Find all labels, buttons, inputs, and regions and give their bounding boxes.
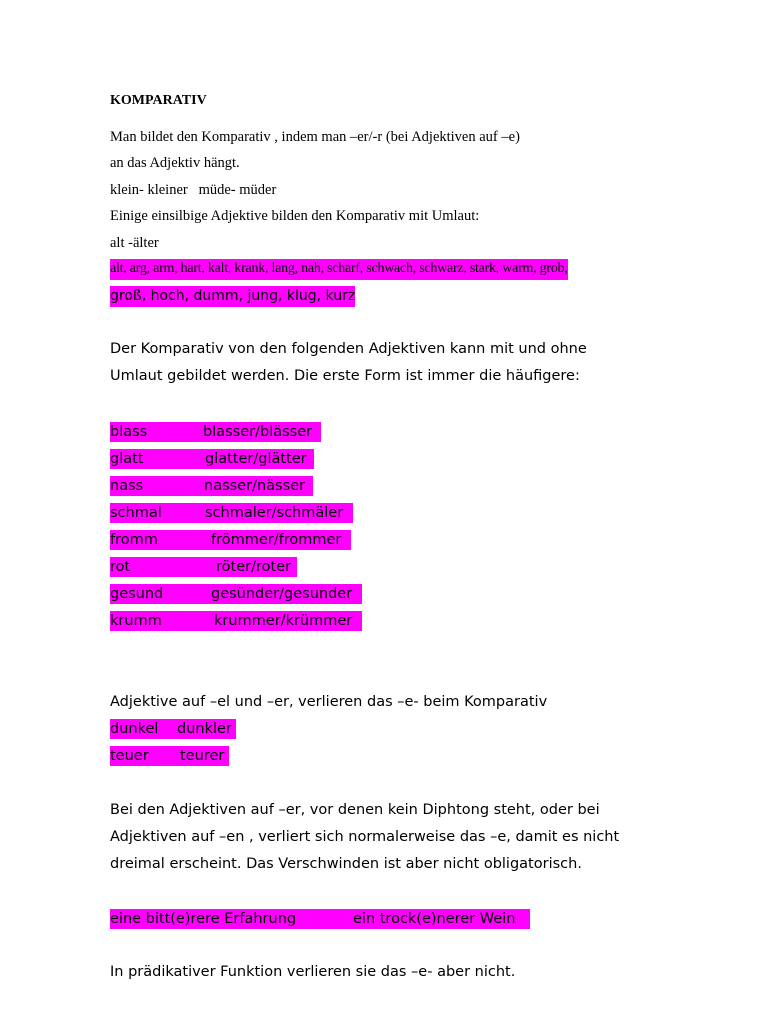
section-diphtong-line-1: Bei den Adjektiven auf –er, vor denen kein Diphtong steht, oder bei — [110, 802, 600, 818]
pair-base: fromm — [110, 532, 158, 548]
pair-forms: frömmer/frommer — [211, 532, 342, 548]
pair-forms: nasser/nässer — [204, 478, 306, 494]
closing-line: In prädikativer Funktion verlieren sie das –e- aber nicht. — [110, 964, 516, 980]
example-b: ein trock(e)nerer Wein — [353, 911, 516, 927]
pair-base: schmal — [110, 505, 162, 521]
pair-forms: krummer/krümmer — [214, 613, 353, 629]
intro-line-1: Man bildet den Komparativ , indem man –er/-r (bei Adjektiven auf –e) — [110, 129, 520, 145]
intro-example-alt: alt -älter — [110, 235, 159, 251]
pair-base: glatt — [110, 451, 144, 467]
pair-base: krumm — [110, 613, 162, 629]
pair-forms: glatter/glätter — [205, 451, 307, 467]
section-el-er-line: Adjektive auf –el und –er, verlieren das –e- beim Komparativ — [110, 694, 548, 710]
pair-forms: teurer — [180, 748, 225, 764]
pair-forms: röter/roter — [216, 559, 292, 575]
pair-forms: gesünder/gesunder — [211, 586, 353, 602]
section-diphtong-line-2: Adjektiven auf –en , verliert sich normalerweise das –e, damit es nicht — [110, 829, 620, 845]
umlaut-adjective-list-2: groß, hoch, dumm, jung, klug, kurz — [110, 286, 355, 307]
section-diphtong-line-3: dreimal erscheint. Das Verschwinden ist aber nicht obligatorisch. — [110, 856, 582, 872]
pair-base: teuer — [110, 748, 149, 764]
section-both-line-1: Der Komparativ von den folgenden Adjektiven kann mit und ohne — [110, 341, 587, 357]
pair-base: dunkel — [110, 721, 159, 737]
pair-base: blass — [110, 424, 148, 440]
pair-base: rot — [110, 559, 131, 575]
intro-line-2: an das Adjektiv hängt. — [110, 155, 240, 171]
pair-base: nass — [110, 478, 144, 494]
pair-forms: blasser/blässer — [203, 424, 313, 440]
page-title: KOMPARATIV — [110, 93, 207, 108]
pair-base: gesund — [110, 586, 164, 602]
pair-forms: schmaler/schmäler — [205, 505, 344, 521]
section-both-line-2: Umlaut gebildet werden. Die erste Form ist immer die häufigere: — [110, 368, 580, 384]
umlaut-adjective-list-1: alt, arg, arm, hart, kalt, krank, lang, nah, scharf, schwach, schwarz, stark, warm, grob, — [110, 259, 568, 280]
example-a: eine bitt(e)rere Erfahrung — [110, 911, 297, 927]
intro-example-line: klein- kleiner müde- müder — [110, 182, 277, 198]
pair-forms: dunkler — [177, 721, 232, 737]
intro-line-4: Einige einsilbige Adjektive bilden den Komparativ mit Umlaut: — [110, 208, 480, 224]
